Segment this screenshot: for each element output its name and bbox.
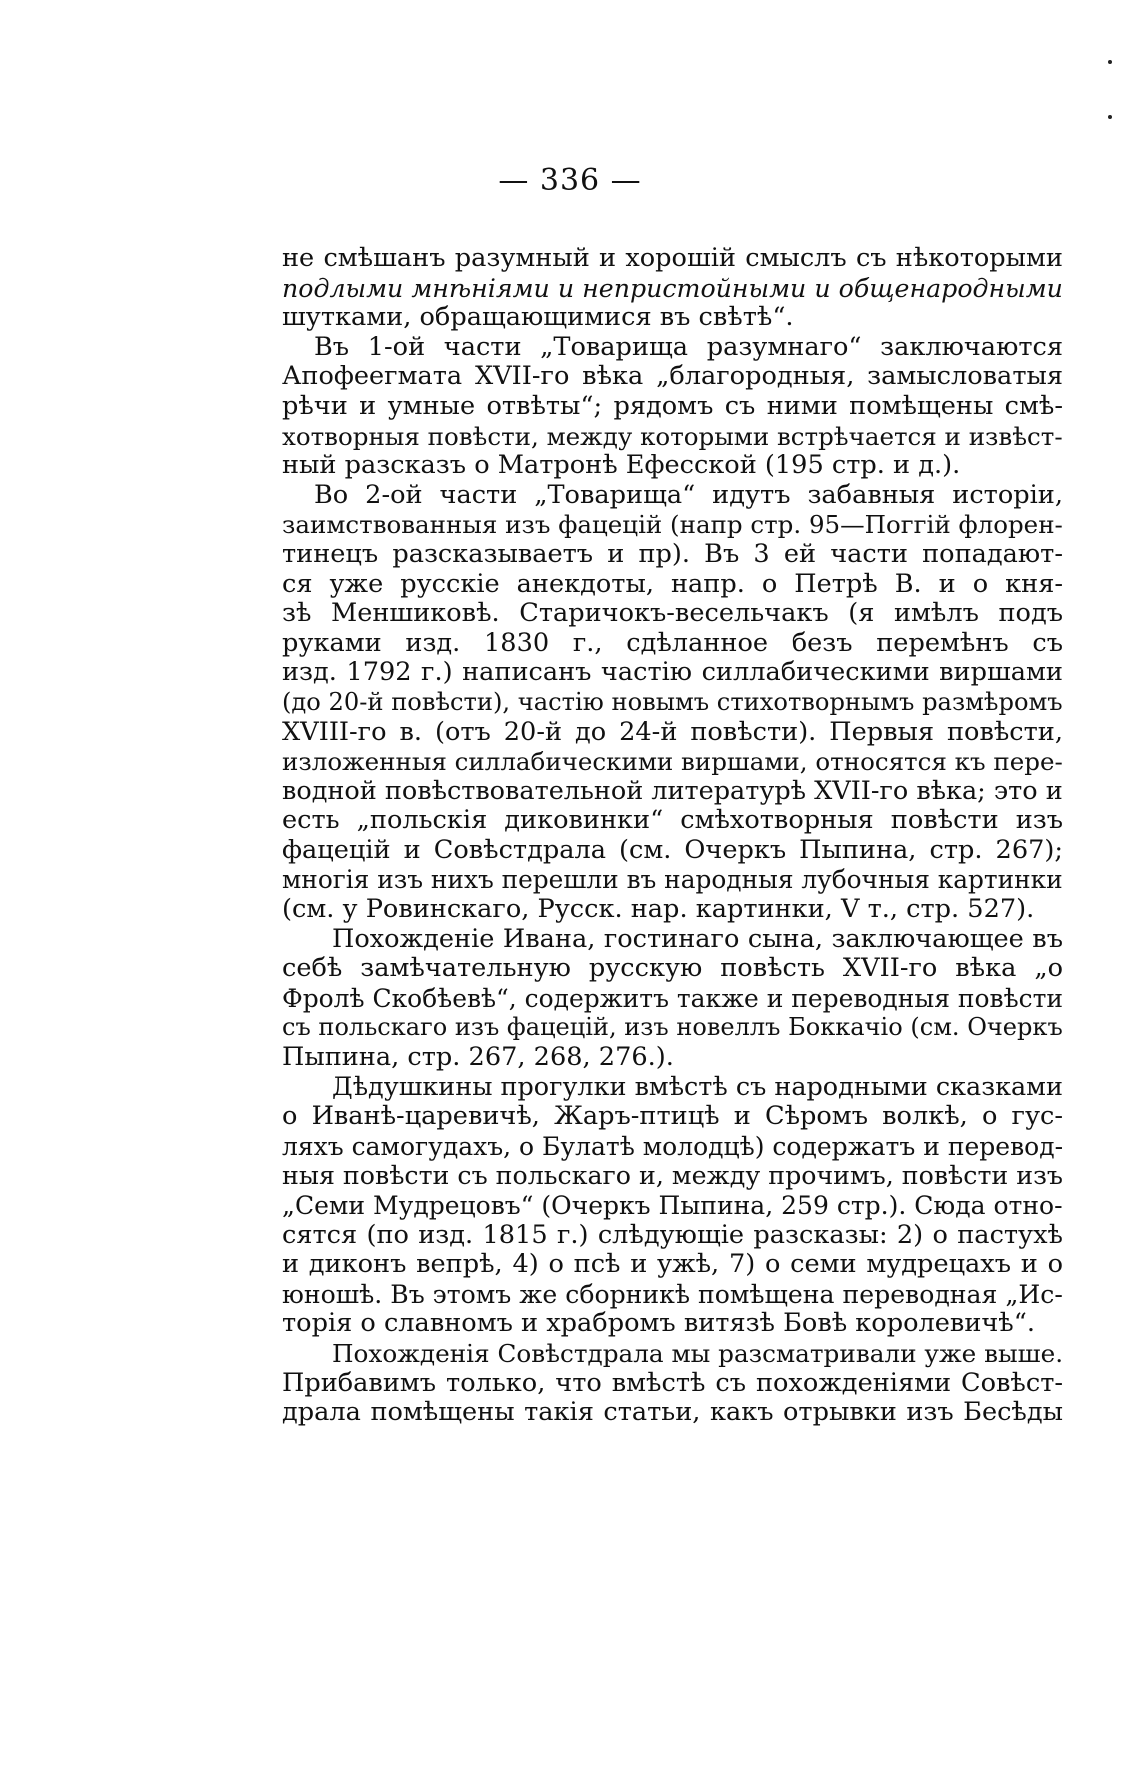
- text-line: руками изд. 1830 г., сдѣланное безъ перемѣнъ съ: [282, 628, 1063, 658]
- text-line: Похожденія Совѣстдрала мы разсматривали уже выше.: [332, 1338, 1063, 1368]
- text-line: Дѣдушкины прогулки вмѣстѣ съ народными сказками: [332, 1072, 1063, 1102]
- text-line: Пыпина, стр. 267, 268, 276.).: [282, 1043, 674, 1073]
- text-line: сятся (по изд. 1815 г.) слѣдующіе разсказы: 2) о пастухѣ: [282, 1220, 1063, 1250]
- text-line: Фролѣ Скобѣевѣ“, содержитъ также и переводныя повѣсти: [282, 983, 1063, 1013]
- speck: [1108, 115, 1112, 119]
- text-line: Во 2-ой части „Товарища“ идутъ забавныя исторіи,: [314, 480, 1063, 510]
- text-line: ляхъ самогудахъ, о Булатѣ молодцѣ) содержатъ и перевод-: [282, 1131, 1063, 1161]
- text-line: шутками, обращающимися въ свѣтѣ“.: [282, 303, 794, 333]
- text-line: ный разсказъ о Матронѣ Ефесской (195 стр. и д.).: [282, 451, 961, 481]
- text-line: Похожденіе Ивана, гостинаго сына, заключающее въ: [332, 924, 1063, 954]
- text-line: драла помѣщены такія статьи, какъ отрывки изъ Бесѣды: [282, 1398, 1063, 1428]
- speck: [1108, 60, 1112, 64]
- body-text: [282, 244, 1063, 1428]
- text-line: есть „польскія диковинки“ смѣхотворныя повѣсти изъ: [282, 806, 1063, 836]
- page-number: — 336 —: [498, 163, 642, 198]
- text-line: XVIII-го в. (отъ 20-й до 24-й повѣсти). Первыя повѣсти,: [282, 717, 1063, 747]
- text-line: изд. 1792 г.) написанъ частію силлабическими виршами: [282, 658, 1063, 688]
- text-line: изложенныя силлабическими виршами, относятся къ пере-: [282, 747, 1063, 777]
- text-line: торія о славномъ и храбромъ витязѣ Бовѣ королевичѣ“.: [282, 1309, 1035, 1339]
- text-line: хотворныя повѣсти, между которыми встрѣчается и извѣст-: [282, 421, 1063, 451]
- text-line: (до 20-й повѣсти), частію новымъ стихотворнымъ размѣромъ: [282, 687, 1063, 716]
- text-line: подлыми мнѣніями и непристойными и общенародными: [282, 273, 1063, 303]
- text-line: заимствованныя изъ фацецій (напр стр. 95—Поггій флорен-: [282, 510, 1063, 540]
- text-line: Прибавимъ только, что вмѣстѣ съ похожденіями Совѣст-: [282, 1368, 1063, 1398]
- text-line: зѣ Меншиковѣ. Старичокъ-весельчакъ (я имѣлъ подъ: [282, 599, 1063, 629]
- text-line: Въ 1-ой части „Товарища разумнаго“ заключаются: [314, 332, 1063, 362]
- text-line: фацецій и Совѣстдрала (см. Очеркъ Пыпина, стр. 267);: [282, 835, 1063, 865]
- text-line: ныя повѣсти съ польскаго и, между прочимъ, повѣсти изъ: [282, 1161, 1063, 1191]
- text-line: ся уже русскіе анекдоты, напр. о Петрѣ В. и о кня-: [282, 569, 1063, 599]
- text-line: рѣчи и умные отвѣты“; рядомъ съ ними помѣщены смѣ-: [282, 391, 1063, 421]
- text-line: не смѣшанъ разумный и хорошій смыслъ съ нѣкоторыми: [282, 244, 1063, 273]
- text-line: юношѣ. Въ этомъ же сборникѣ помѣщена переводная „Ис-: [282, 1279, 1063, 1309]
- text-line: себѣ замѣчательную русскую повѣсть XVII-го вѣка „о: [282, 954, 1063, 984]
- text-line: „Семи Мудрецовъ“ (Очеркъ Пыпина, 259 стр.). Сюда отно-: [282, 1191, 1063, 1220]
- text-line: и диконъ вепрѣ, 4) о псѣ и ужѣ, 7) о семи мудрецахъ и о: [282, 1250, 1063, 1280]
- text-line: Апофеегмата XVII-го вѣка „благородныя, замысловатыя: [282, 362, 1063, 392]
- text-line: водной повѣствовательной литературѣ XVII-го вѣка; это и: [282, 776, 1063, 806]
- text-line: тинецъ разсказываетъ и пр). Въ 3 ей части попадают-: [282, 539, 1063, 569]
- text-line: съ польскаго изъ фацецій, изъ новеллъ Боккачіо (см. Очеркъ: [282, 1013, 1063, 1042]
- text-line: многія изъ нихъ перешли въ народныя лубочныя картинки: [282, 865, 1063, 895]
- text-line: (см. у Ровинскаго, Русск. нар. картинки, V т., стр. 527).: [282, 895, 1035, 925]
- text-line: о Иванѣ-царевичѣ, Жаръ-птицѣ и Сѣромъ волкѣ, о гус-: [282, 1102, 1063, 1132]
